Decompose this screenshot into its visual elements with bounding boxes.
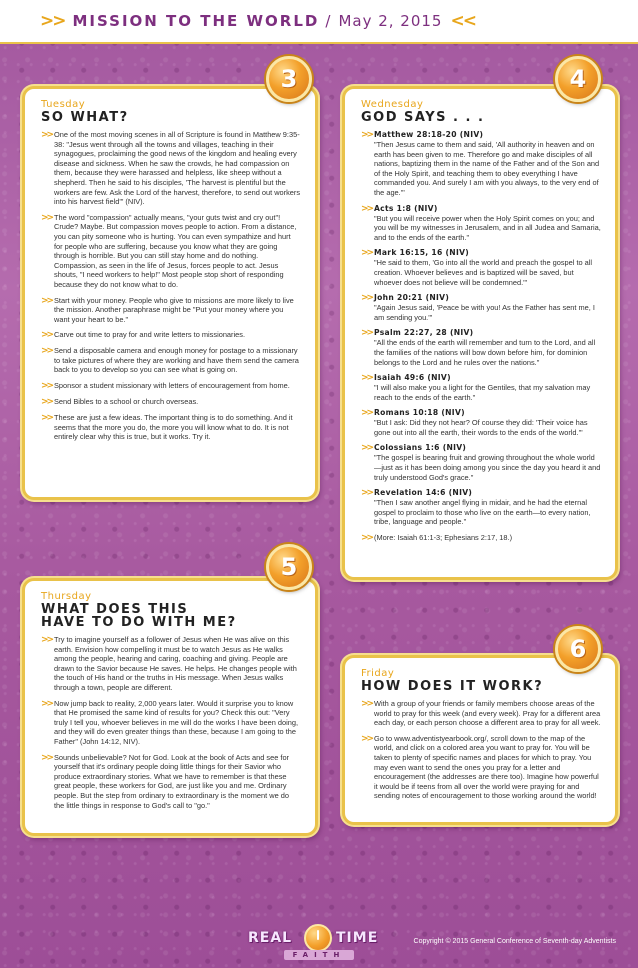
list-item: >> Sponsor a student missionary with letters of encouragement from home.: [41, 381, 290, 392]
scripture-item: [361, 204, 601, 243]
day-number-badge: 4: [555, 56, 601, 102]
list-item: >> With a group of your friends or family members choose areas of the world to pray for this week (and every week). Pray for a different area each day, or each person choose a different area to pray for all week.: [361, 699, 601, 728]
double-chevron-right-icon: >>: [40, 11, 65, 31]
scripture-text: "I will also make you a light for the Gentiles, that my salvation may reach to the ends of the earth.": [374, 383, 591, 402]
panel-title-line: WHAT DOES THIS: [41, 602, 189, 617]
panel-friday: [342, 655, 618, 825]
double-chevron-right-icon: >>: [41, 295, 53, 306]
panel-title: GOD SAYS . . .: [361, 110, 485, 125]
double-chevron-right-icon: >>: [41, 635, 53, 645]
scripture-text: "Then I saw another angel flying in midair, and he had the eternal gospel to proclaim to those who live on the earth—to every nation, tribe, language and people.": [374, 498, 591, 527]
panel-title: SO WHAT?: [41, 110, 129, 125]
list-item: >> Send a disposable camera and enough money for postage to a missionary to take pictures of where they are working and have them send the camera back to you to develop so you can see what is going on.: [41, 346, 299, 375]
list-item: >> One of the most moving scenes in all of Scripture is found in Matthew 9:35-38: "Jesus went through all the towns and villages, teaching in their synagogues, proclaiming the good news of the kingdom and healing every disease and sickness. When he saw the crowds, he had compassion on them, because they were harassed and helpless, like sheep without a shepherd. Then he said to his disciples, 'The harvest is plentiful but the workers are few. Ask the Lord of the harvest, therefore, to send out workers into his harvest field'" (NIV).: [41, 130, 301, 207]
panel-day-label: Wednesday: [361, 99, 424, 110]
list-item: >> Go to www.adventistyearbook.org/, scroll down to the map of the world, and click on a colored area you want to pray for. You will be taken to plenty of specific names and places for which to pray. You may even want to send the ones you pray for a letter and encouragement (the addresses are there too). Imagine how powerful it would be if teens from all over the world were praying for and sending notes of encouragement to those working around the world!: [361, 733, 599, 801]
panel-title-line: HAVE TO DO WITH ME?: [41, 615, 237, 630]
list-item: >> These are just a few ideas. The important thing is to do something. And it seems that the more you do, the more you will know what to do. It is not entirely clear why this is true, but it works. Try it.: [41, 413, 293, 442]
scripture-item: [361, 488, 601, 527]
scripture-item: [361, 373, 601, 402]
logo-word-real: REAL: [248, 930, 293, 946]
double-chevron-right-icon: >>: [41, 130, 53, 140]
double-chevron-right-icon: >>: [361, 443, 373, 454]
panel-title: [41, 603, 301, 629]
panel-day-label: Tuesday: [41, 99, 86, 110]
double-chevron-right-icon: >>: [361, 130, 373, 140]
double-chevron-right-icon: >>: [41, 413, 53, 424]
double-chevron-right-icon: >>: [41, 346, 53, 357]
scripture-reference: Acts 1:8 (NIV): [374, 203, 438, 213]
page-footer: [0, 918, 638, 968]
double-chevron-right-icon: >>: [361, 488, 373, 499]
list-item: >> Start with your money. People who give to missions are more likely to live the mission. Another paraphrase might be "Put your money where you want your heart to be.": [41, 295, 294, 324]
list-item: >> Carve out time to pray for and write letters to missionaries.: [41, 330, 245, 341]
panel-day-label: Friday: [361, 668, 395, 679]
scripture-text: "He said to them, 'Go into all the world and preach the gospel to all creation. Whoever believes and is baptized will be saved, but whoever does not believe will be condemned.'": [374, 258, 593, 287]
logo-word-faith: FAITH: [284, 950, 354, 960]
panel-tuesday: [22, 86, 318, 500]
double-chevron-right-icon: >>: [41, 698, 53, 709]
clock-icon: [304, 924, 332, 952]
double-chevron-right-icon: >>: [41, 381, 53, 392]
panel-title: HOW DOES IT WORK?: [361, 679, 544, 694]
double-chevron-right-icon: >>: [41, 330, 53, 341]
list-item: >> The word "compassion" actually means, "your guts twist and cry out"! Crude? Maybe. But compassion moves people to action. From a distance, you can pity someone who is hurting. You can even sympathize and hurt for people who are suffering, because you know what they are going through is horrible. But you can still stay home and do nothing. Compassion, as seen in the life of Jesus, forces people to act. Jesus shouts, "I need workers to help!" Most people stop short of responding because they do not know what to do.: [41, 212, 297, 289]
more-references: (More: Isaiah 61:1-3; Ephesians 2:17, 18.): [374, 533, 513, 543]
panel-wednesday: [342, 86, 618, 580]
day-number-badge: 3: [266, 56, 312, 102]
double-chevron-right-icon: >>: [41, 397, 53, 408]
copyright-notice: Copyright © 2015 General Conference of Seventh-day Adventists: [413, 938, 616, 945]
scripture-item: [361, 328, 601, 367]
scripture-reference: Matthew 28:18-20 (NIV): [374, 130, 484, 139]
scripture-item: [361, 293, 601, 322]
page-header: [0, 0, 638, 44]
panel-day-label: Thursday: [41, 591, 92, 602]
title-separator: /: [325, 12, 333, 30]
double-chevron-right-icon: >>: [361, 408, 373, 419]
scripture-item: [361, 408, 601, 437]
list-item: >> Send Bibles to a school or church overseas.: [41, 397, 199, 408]
double-chevron-right-icon: >>: [361, 699, 373, 709]
double-chevron-right-icon: >>: [361, 533, 373, 544]
double-chevron-right-icon: >>: [361, 248, 373, 259]
scripture-reference: Revelation 14:6 (NIV): [374, 488, 473, 498]
double-chevron-right-icon: >>: [361, 293, 373, 304]
scripture-text: "All the ends of the earth will remember and turn to the Lord, and all the families of the nations will bow down before him, for dominion belongs to the Lord and he rules over the nations.": [374, 338, 596, 367]
scripture-item: [361, 248, 601, 287]
page-date: May 2, 2015: [338, 12, 443, 30]
double-chevron-right-icon: >>: [361, 373, 373, 384]
scripture-item: [361, 130, 601, 198]
double-chevron-right-icon: >>: [41, 752, 53, 763]
list-item: >> Try to imagine yourself as a follower of Jesus when He was alive on this earth. Envision how compelling it must be to watch Jesus as He walks among the people, hearing and caring, coaching and giving. People are drawn to the Savior because He saves. He helps. He changes people with the touch of His hand or the truths in His message. When Jesus walks through a town, people are different.: [41, 635, 297, 692]
scripture-text: "Again Jesus said, 'Peace be with you! As the Father has sent me, I am sending you.'": [374, 303, 595, 322]
scripture-reference: Isaiah 49:6 (NIV): [374, 373, 451, 383]
scripture-text: "The gospel is bearing fruit and growing throughout the whole world—just as it has been doing among you since the day you heard it and truly understood God's grace.": [374, 453, 601, 482]
list-item: >> Now jump back to reality, 2,000 years later. Would it surprise you to know that He promised the same kind of results for you? Check this out: "Very truly I tell you, whoever believes in me will do the works I have been doing, and they will do even greater things than these, because I am going to the Father" (John 14:12, NIV).: [41, 698, 299, 746]
scripture-reference: John 20:21 (NIV): [374, 293, 450, 303]
logo-word-time: TIME: [336, 930, 379, 946]
scripture-reference: Mark 16:15, 16 (NIV): [374, 248, 470, 258]
double-chevron-right-icon: >>: [361, 203, 373, 214]
more-references-item: [361, 533, 601, 543]
list-item: >> Sounds unbelievable? Not for God. Look at the book of Acts and see for yourself that it's ordinary people doing little things for their Savior who produce extraordinary stories. What we have to remember is that these great people, these workers for God, are just like you and me. Ordinary people. But the step from ordinary to extraordinary is the moment we do the little things in response to God's call to "go.": [41, 752, 290, 810]
day-number-badge: 6: [555, 626, 601, 672]
scripture-text: "But you will receive power when the Holy Spirit comes on you; and you will be my witnesses in Jerusalem, and in all Judea and Samaria, and to the ends of the earth.": [374, 213, 601, 242]
double-chevron-right-icon: >>: [361, 733, 373, 744]
real-time-faith-logo: [244, 922, 394, 964]
scripture-text: "Then Jesus came to them and said, 'All authority in heaven and on earth has been given to me. Therefore go and make disciples of all nations, baptizing them in the name of the Father and of the Son and of the Holy Spirit, and teaching them to obey everything I have commanded you. And surely I am with you always, to the very end of the age.'": [374, 140, 600, 197]
double-chevron-right-icon: >>: [41, 212, 53, 223]
scripture-text: "But I ask: Did they not hear? Of course they did: 'Their voice has gone out into all the earth, their words to the ends of the world.'": [374, 418, 588, 437]
panel-thursday: [22, 578, 318, 836]
scripture-reference: Colossians 1:6 (NIV): [374, 443, 467, 453]
scripture-reference: Psalm 22:27, 28 (NIV): [374, 328, 474, 338]
page-title: MISSION TO THE WORLD: [72, 12, 320, 30]
scripture-item: [361, 443, 601, 482]
scripture-reference: Romans 10:18 (NIV): [374, 408, 465, 418]
day-number-badge: 5: [266, 544, 312, 590]
double-chevron-left-icon: <<: [450, 11, 475, 31]
double-chevron-right-icon: >>: [361, 328, 373, 339]
